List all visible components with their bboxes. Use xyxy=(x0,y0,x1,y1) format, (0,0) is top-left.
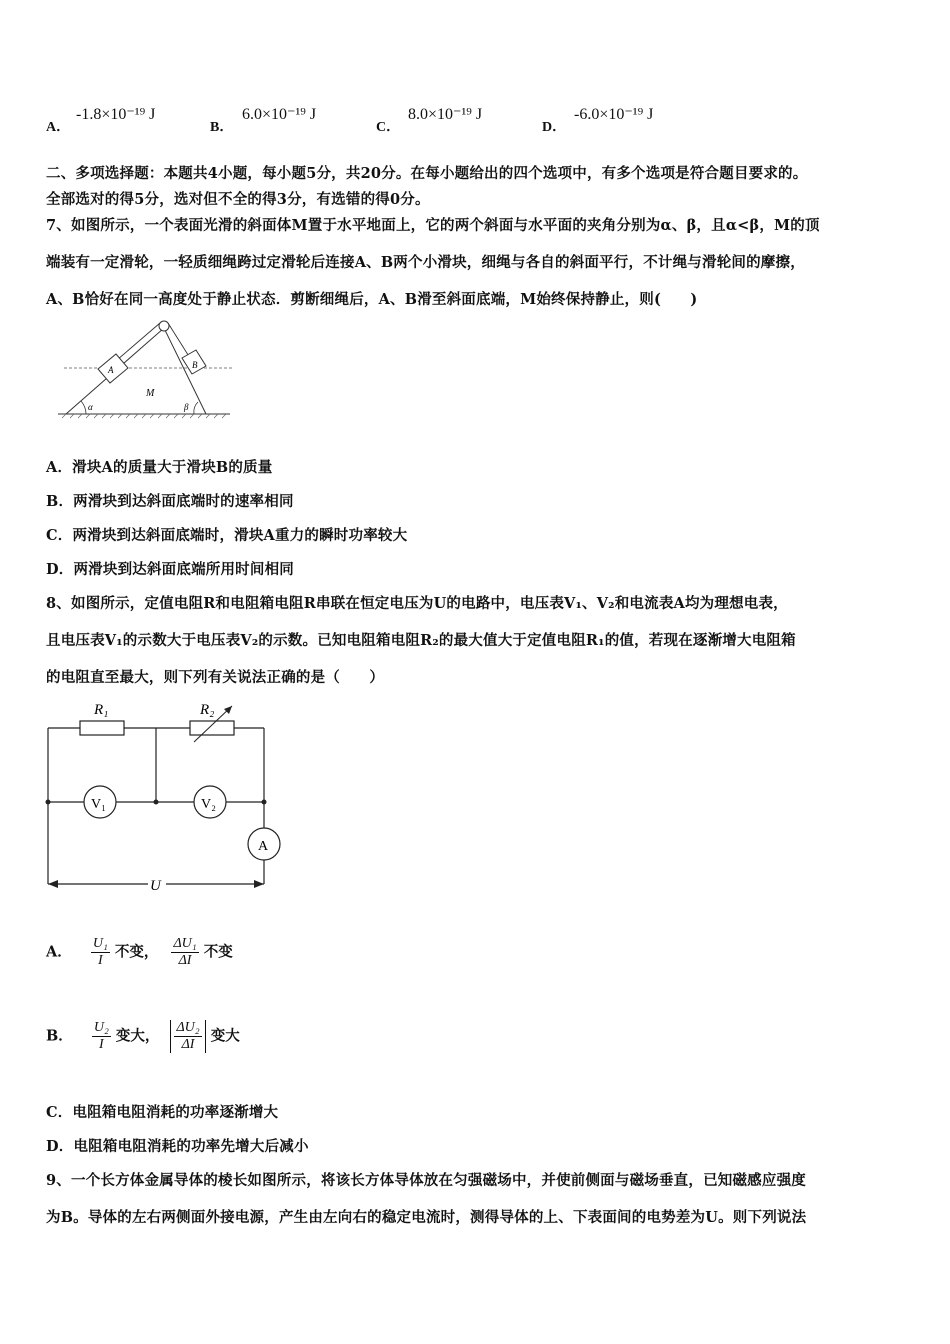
q6-option-d-value: -6.0×10⁻¹⁹ J xyxy=(574,106,654,123)
section2-heading-line1: 二、多项选择题：本题共4小题，每小题5分，共20分。在每小题给出的四个选项中，有多个选项是符合题目要求的。 xyxy=(46,165,808,182)
option-letter: A． xyxy=(46,943,72,961)
q7-label-m: M xyxy=(146,388,155,399)
q7-option-b: B．两滑块到达斜面底端时的速率相同 xyxy=(46,493,294,510)
r2-label: R₂ xyxy=(200,702,215,718)
q7-option-d: D．两滑块到达斜面底端所用时间相同 xyxy=(46,561,294,578)
option-text: 变大， xyxy=(115,1027,160,1045)
option-text: 不变 xyxy=(203,943,233,961)
q7-option-c: C．两滑块到达斜面底端时，滑块A重力的瞬时功率较大 xyxy=(46,527,408,544)
fraction-du1-over-di xyxy=(171,936,198,969)
fraction-du2-over-di xyxy=(174,1020,201,1053)
ammeter-label: A xyxy=(258,839,269,854)
r1-label: R₁ xyxy=(94,702,109,718)
fraction-numerator: ΔU₂ xyxy=(176,1020,200,1035)
q7-stem-line2: 端装有一定滑轮，一轻质细绳跨过定滑轮后连接A、B两个小滑块，细绳与各自的斜面平行，不计绳与滑轮间的摩擦， xyxy=(46,254,805,271)
q7-label-alpha: α xyxy=(88,402,93,412)
q6-option-b-value: 6.0×10⁻¹⁹ J xyxy=(242,106,317,123)
option-letter: C． xyxy=(376,120,401,135)
q8-option-d: D．电阻箱电阻消耗的功率先增大后减小 xyxy=(46,1138,309,1155)
q8-stem-line1: 8、如图所示，定值电阻R和电阻箱电阻R串联在恒定电压为U的电路中，电压表V₁、V₂和电流表A均为理想电表， xyxy=(46,595,788,612)
q8-stem-line3: 的电阻直至最大，则下列有关说法正确的是（ ） xyxy=(46,669,385,686)
q8-option-b xyxy=(46,1020,240,1053)
q6-option-c-value: 8.0×10⁻¹⁹ J xyxy=(408,106,483,123)
r2-resistor-box xyxy=(190,721,234,735)
v2-label: V₂ xyxy=(201,797,216,812)
q6-option-a xyxy=(46,116,70,136)
option-letter: B． xyxy=(210,120,234,135)
q7-option-a: A．滑块A的质量大于滑块B的质量 xyxy=(46,459,273,476)
absolute-value-bars xyxy=(170,1020,205,1053)
q7-label-a: A xyxy=(108,365,114,375)
q7-label-beta: β xyxy=(184,402,189,412)
fraction-denominator: I xyxy=(98,1037,104,1052)
q7-incline-figure xyxy=(54,314,244,424)
option-letter: A． xyxy=(46,120,71,135)
option-text: 变大 xyxy=(210,1027,240,1045)
q7-stem-line1: 7、如图所示，一个表面光滑的斜面体M置于水平地面上，它的两个斜面与水平面的夹角分别为α、β，且α<β，M的顶 xyxy=(46,217,820,234)
fraction-denominator: ΔI xyxy=(178,953,192,968)
q8-stem-line2: 且电压表V₁的示数大于电压表V₂的示数。已知电阻箱电阻R₂的最大值大于定值电阻R₁的值，若现在逐渐增大电阻箱 xyxy=(46,632,796,649)
option-letter: D． xyxy=(542,120,567,135)
option-letter: B． xyxy=(46,1027,73,1045)
fraction-numerator: U₂ xyxy=(93,1020,109,1035)
section2-heading-line2: 全部选对的得5分，选对但不全的得3分，有选错的得0分。 xyxy=(46,191,430,208)
q6-option-b xyxy=(210,116,233,136)
q8-option-a xyxy=(46,936,233,969)
option-text: 不变， xyxy=(114,943,159,961)
q7-stem-line3: A、B恰好在同一高度处于静止状态．剪断细绳后，A、B滑至斜面底端，M始终保持静止，则( ) xyxy=(46,291,698,308)
r1-resistor xyxy=(80,721,124,735)
q8-circuit-diagram xyxy=(40,694,300,900)
q6-option-d xyxy=(542,116,566,136)
q9-stem-line1: 9、一个长方体金属导体的棱长如图所示，将该长方体导体放在匀强磁场中，并使前侧面与磁场垂直，已知磁感应强度 xyxy=(46,1172,806,1189)
q6-option-c xyxy=(376,116,400,136)
fraction-denominator: ΔI xyxy=(181,1037,195,1052)
v1-label: V₁ xyxy=(91,797,106,812)
q9-stem-line2: 为B。导体的左右两侧面外接电源，产生由左向右的稳定电流时，测得导体的上、下表面间的电势差为U。则下列说法 xyxy=(46,1209,807,1226)
q7-label-b: B xyxy=(192,360,198,370)
voltage-u-label: U xyxy=(150,878,161,894)
fraction-numerator: U₁ xyxy=(92,936,108,951)
q6-option-a-value: -1.8×10⁻¹⁹ J xyxy=(76,106,156,123)
fraction-u1-over-i xyxy=(91,936,110,969)
fraction-numerator: ΔU₁ xyxy=(173,936,197,951)
fraction-u2-over-i xyxy=(92,1020,111,1053)
q8-option-c: C．电阻箱电阻消耗的功率逐渐增大 xyxy=(46,1104,279,1121)
fraction-denominator: I xyxy=(97,953,103,968)
